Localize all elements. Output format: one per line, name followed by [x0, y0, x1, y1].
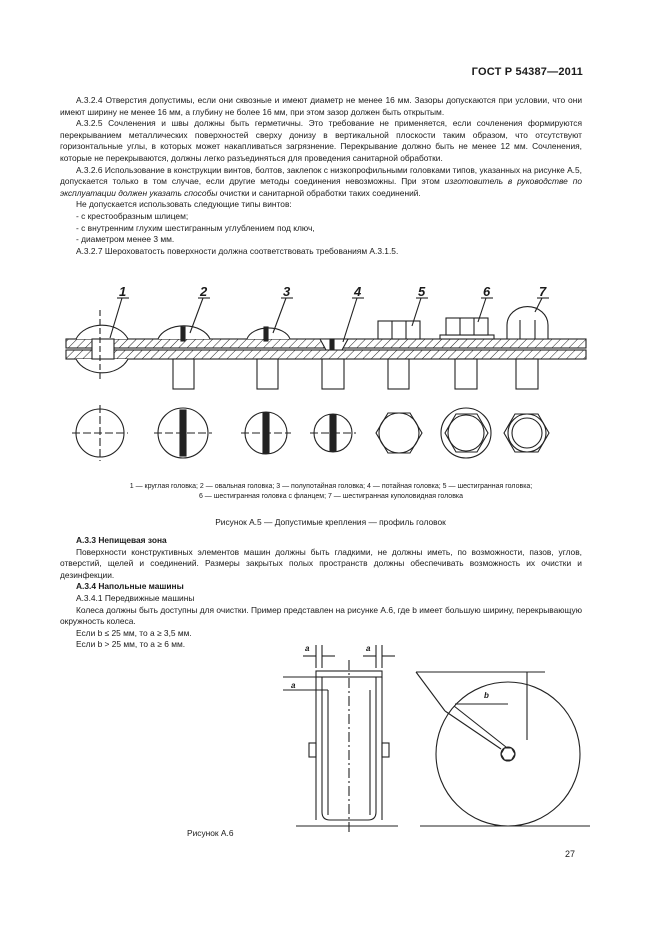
legend-line: 1 — круглая головка; 2 — овальная головка; 3 — полупотайная головка; 4 — потайная головка; 5 — шестигранная головка; — [129, 483, 533, 490]
paragraph-a341: Колеса должны быть доступны для очистки. Пример представлен на рисунке А.6, где b имеет большую ширину, перекрывающую окружность колеса. — [60, 604, 582, 627]
paragraph-a324: А.3.2.4 Отверстия допустимы, если они сквозные и имеют диаметр не менее 16 мм. Зазоры допускаются при условии, что они имеют ширину не менее 16 мм, а глубину не более 16 мм, при этом зазор должен быть открытым. — [60, 95, 582, 117]
heading-a34: А.3.4 Напольные машины — [76, 581, 184, 592]
figure-number-7: 7 — [539, 284, 547, 299]
heading-a341: А.3.4.1 Передвижные машины — [76, 592, 195, 603]
legend-line: 6 — шестигранная головка с фланцем; 7 — шестигранная куполовидная головка — [198, 493, 464, 500]
dimension-a-left: a — [305, 644, 310, 653]
heading-a33: А.3.3 Непищевая зона — [76, 535, 167, 545]
dimension-a-right: a — [366, 644, 371, 653]
paragraph-a326-part2: очистки и санитарной обработки таких соединений. — [217, 187, 421, 198]
figure-number-2: 2 — [200, 284, 208, 299]
dimension-a-height: a — [291, 681, 296, 690]
caster-side-view — [416, 672, 590, 826]
paragraph-a326-part1: А.3.2.6 Использование в конструкции винтов, болтов, заклепок с низкопрофильными головками типов, указанных на рисунке А.5, допускается только в том случае, если другие методы соединения невозможны. При этом — [60, 164, 582, 187]
dimension-b: b — [484, 691, 489, 700]
condition-2: Если b > 25 мм, то a ≥ 6 мм. — [76, 639, 186, 650]
list-item: - с крестообразным шлицем; — [76, 210, 189, 221]
figure-number-3: 3 — [283, 284, 291, 299]
condition-1: Если b ≤ 25 мм, то a ≥ 3,5 мм. — [76, 627, 192, 638]
list-item: - диаметром менее 3 мм. — [76, 234, 175, 245]
figure-number-6: 6 — [483, 284, 491, 299]
paragraph-a33: Поверхности конструктивных элементов машин должны быть гладкими, не должны иметь, по возможности, пазов, углов, отверстий, щелей и соединений. Размеры закрытых полых пространств должны обеспечивать возможность их очистки и дезинфекции. — [60, 546, 582, 580]
paragraph-not-allowed: Не допускается использовать следующие типы винтов: — [76, 199, 292, 210]
figure-number-1: 1 — [119, 284, 127, 299]
caster-front-view — [283, 645, 398, 835]
paragraph-a327: А.3.2.7 Шероховатость поверхности должна соответствовать требованиям А.3.1.5. — [76, 245, 399, 256]
document-header: ГОСТ Р 54387—2011 — [471, 66, 583, 78]
figure-a5-caption: Рисунок А.5 — Допустимые крепления — профиль головок — [215, 517, 446, 527]
page-number: 27 — [564, 849, 575, 859]
figure-a6-caption: Рисунок А.6 — [187, 828, 234, 838]
list-item: - с внутренним глухим шестигранным углублением под ключ, — [76, 222, 315, 233]
paragraph-a325: А.3.2.5 Сочленения и швы должны быть герметичны. Это требование не применяется, если сочленения формируются перекрыванием металлических поверхностей сверху донизу в вертикальной плоскости таким образом, что отсутствуют горизонтальные углы, в которых может накапливаться загрязнение. Перекрывание должно быть не менее 12 мм. Сочленения, которые не перекрываются, должны легко разъединяться для проведения санитарной обработки. — [60, 118, 582, 163]
figure-number-5: 5 — [418, 284, 426, 299]
paragraph-a326-italic: изготовитель в руководстве по эксплуатации должен указать способы — [60, 176, 582, 198]
figure-number-4: 4 — [354, 284, 362, 299]
